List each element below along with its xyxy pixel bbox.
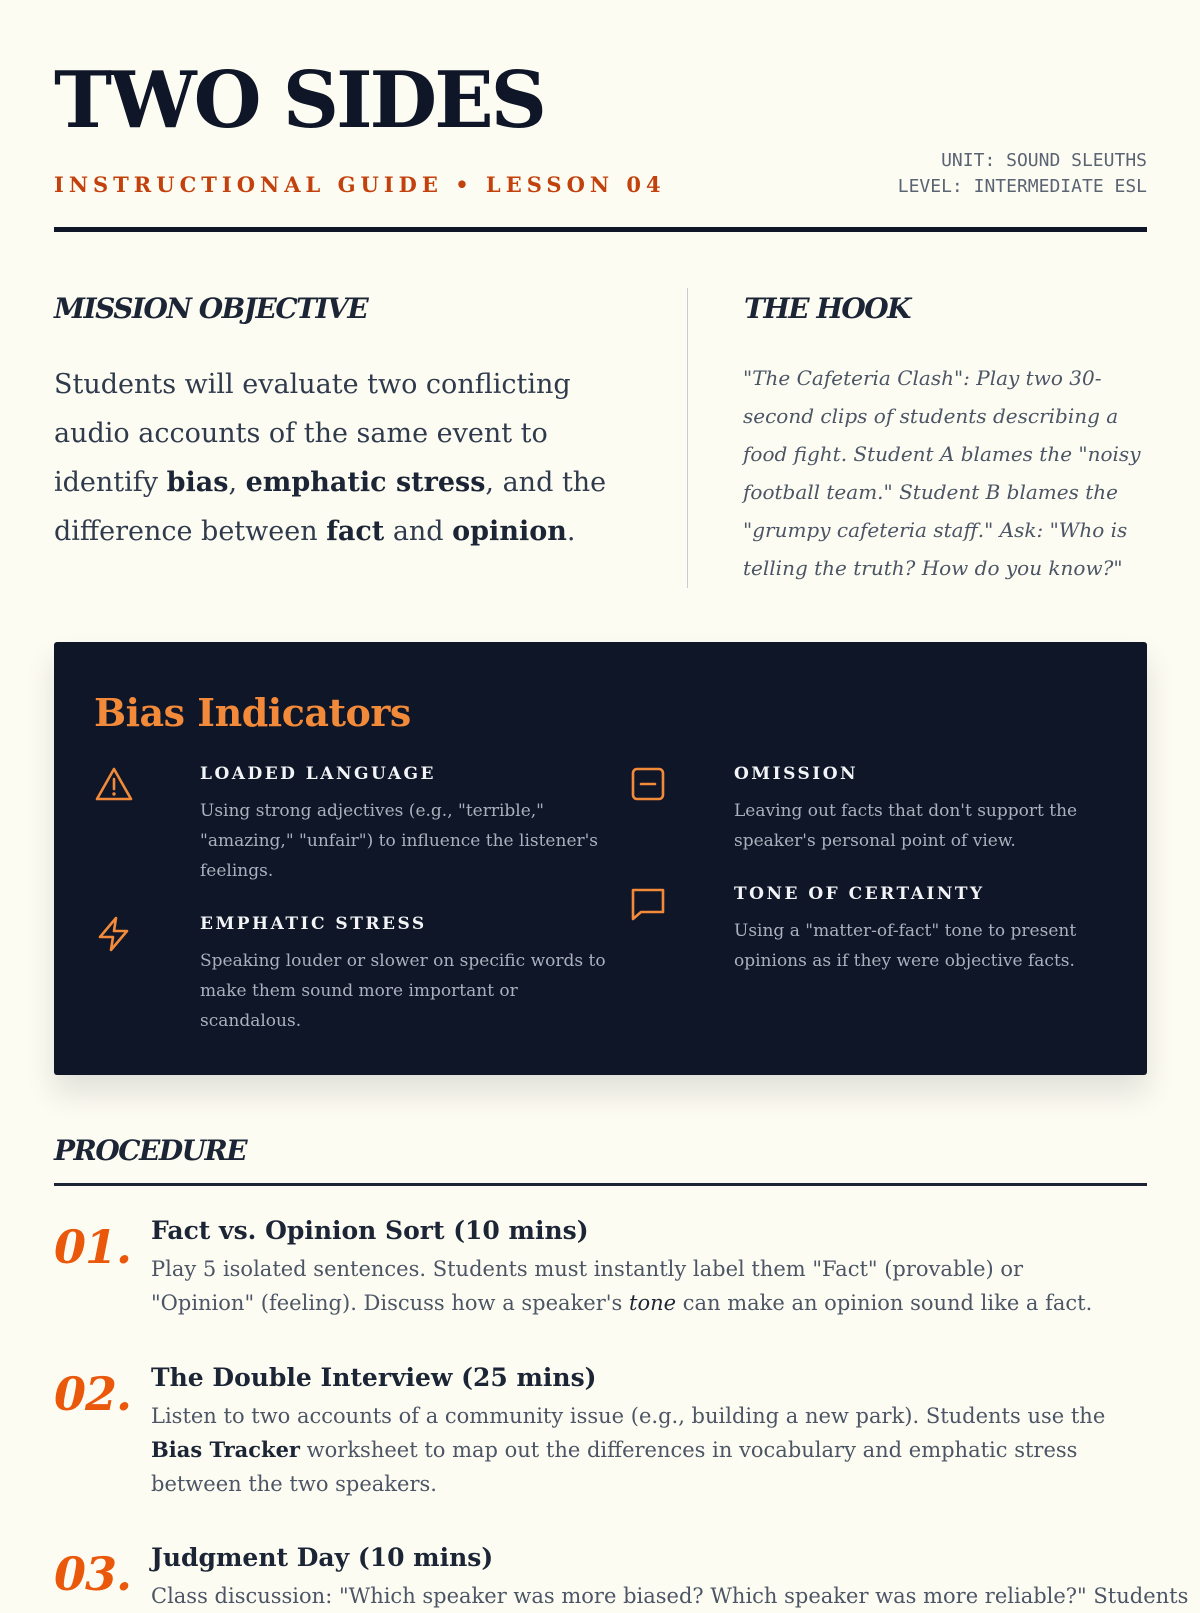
step-number: 01. [54,1220,132,1274]
step-title: The Double Interview (25 mins) [151,1363,597,1392]
page-subtitle: INSTRUCTIONAL GUIDE • LESSON 04 [54,172,666,197]
unit-label: UNIT: SOUND SLEUTHS [941,150,1147,171]
step-number: 03. [54,1547,132,1601]
tone-emphasis: tone [629,1291,677,1315]
procedure-divider [54,1183,1147,1186]
hook-heading: THE HOOK [744,292,910,325]
speech-bubble-icon [628,884,668,924]
step-description: Listen to two accounts of a community issue (e.g., building a new park). Students use the Bias Tracker worksheet to map out the differences in vocabulary and emphatic stress between the two speakers. [151,1404,1106,1496]
indicator-desc: Leaving out facts that don't support the speaker's personal point of view. [734,801,1078,851]
bias-tracker-term: Bias Tracker [151,1437,300,1462]
step-description: Play 5 isolated sentences. Students must instantly label them "Fact" (provable) or "Opinion" (feeling). Discuss how a speaker's tone can make an opinion sound like a fact. [151,1257,1093,1315]
bias-term: bias [166,467,229,498]
objective-text: Students will evaluate two conflicting audio accounts of the same event to identify bias, emphatic stress, and the difference between fact and opinion. [54,369,607,547]
column-divider [687,288,688,588]
level-label: LEVEL: INTERMEDIATE ESL [897,176,1147,197]
warning-triangle-icon [94,764,134,804]
header-divider [54,227,1147,232]
indicator-name: EMPHATIC STRESS [200,914,427,934]
indicator-name: LOADED LANGUAGE [200,764,436,784]
minus-square-icon [628,764,668,804]
indicator-name: TONE OF CERTAINTY [734,884,985,904]
page-title: TWO SIDES [54,55,544,146]
lightning-icon [94,914,134,954]
step-description: Class discussion: "Which speaker was more biased? Which speaker was more reliable?" Students [151,1584,1189,1608]
indicator-name: OMISSION [734,764,859,784]
hook-text: "The Cafeteria Clash": Play two 30-second clips of students describing a food fight. Student A blames the "noisy football team." Student B blames the "grumpy cafeteria staff." Ask: "Who is telling the truth? How do you know?" [743,366,1141,580]
step-title: Fact vs. Opinion Sort (10 mins) [151,1216,589,1245]
opinion-term: opinion [452,516,567,547]
indicator-desc: Using strong adjectives (e.g., "terrible," "amazing," "unfair") to influence the listener's feelings. [200,801,599,881]
bias-indicators-panel [54,642,1147,1075]
unit-meta [898,148,1147,200]
procedure-heading: PROCEDURE [54,1134,247,1167]
emphatic-stress-term: emphatic stress [245,467,486,498]
bias-panel-title: Bias Indicators [94,690,411,735]
indicator-desc: Using a "matter-of-fact" tone to present opinions as if they were objective facts. [734,921,1077,971]
step-number: 02. [54,1367,132,1421]
step-title: Judgment Day (10 mins) [151,1543,494,1572]
objective-heading: MISSION OBJECTIVE [54,292,368,325]
indicator-desc: Speaking louder or slower on specific words to make them sound more important or scandalous. [200,951,606,1031]
fact-term: fact [326,516,385,547]
